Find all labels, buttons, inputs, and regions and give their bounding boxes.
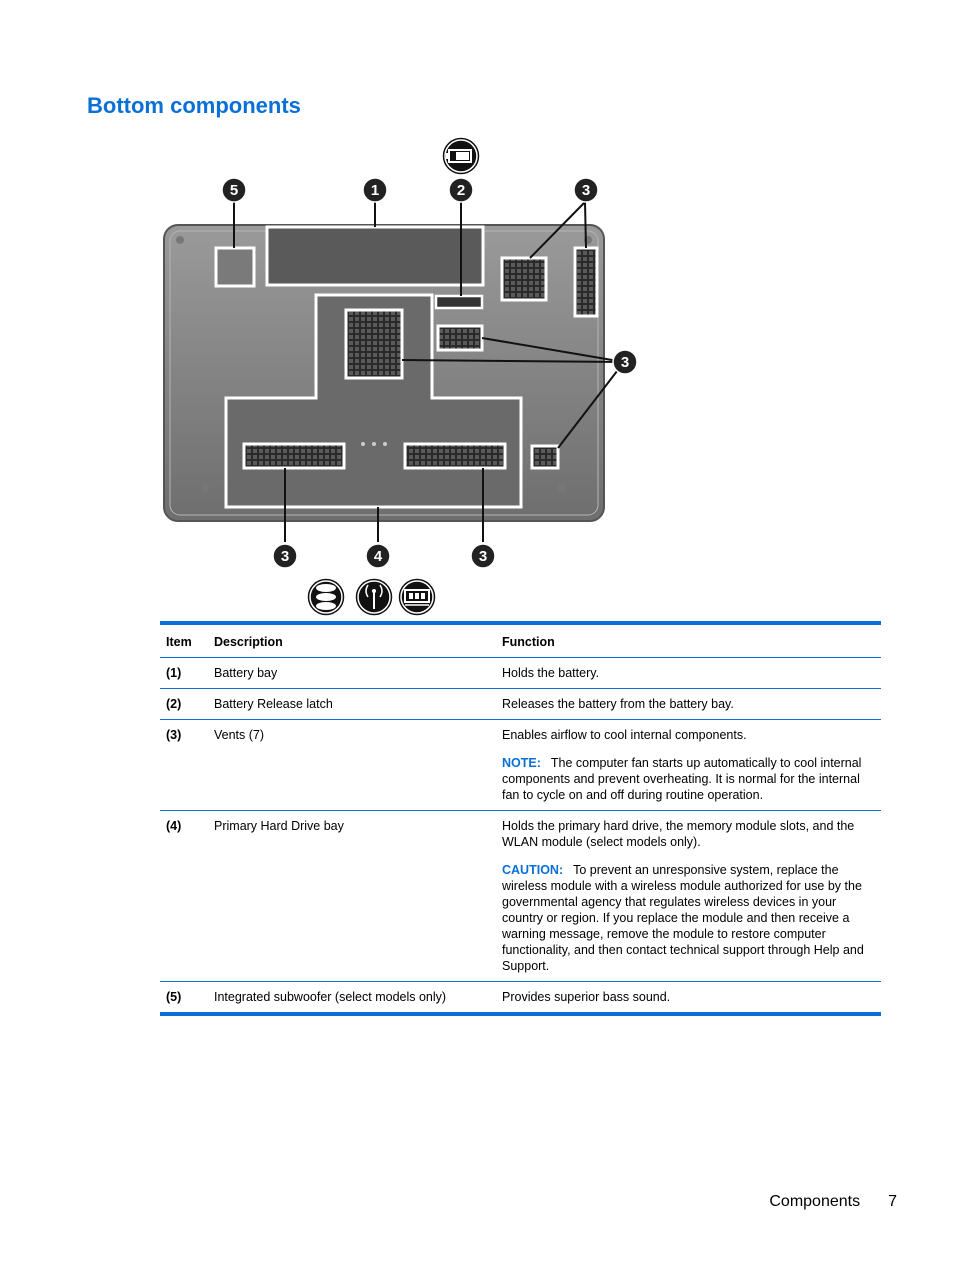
function-text: Enables airflow to cool internal components. [502, 728, 747, 742]
table-row [160, 720, 881, 811]
row-description: Battery Release latch [214, 697, 333, 711]
row-function: Provides superior bass sound. [502, 990, 671, 1004]
row-item: (3) [166, 728, 182, 742]
note [502, 755, 875, 803]
svg-text:5: 5 [229, 182, 239, 199]
row-function: Releases the battery from the battery bay. [502, 697, 734, 711]
row-item: (4) [166, 819, 182, 833]
caution [502, 862, 875, 974]
row-function [496, 720, 881, 811]
row-description: Primary Hard Drive bay [214, 819, 344, 833]
row-description: Vents (7) [214, 728, 265, 742]
page-footer [769, 1193, 897, 1211]
callout-4 [366, 544, 390, 568]
table-row [160, 982, 881, 1015]
header-item: Item [166, 635, 192, 649]
laptop-bottom-illustration [150, 130, 650, 620]
callout-3-bottom-right [471, 544, 495, 568]
memory-module-icon [398, 578, 436, 616]
battery-bay-outline [267, 227, 483, 285]
table-row [160, 811, 881, 982]
wireless-icon [355, 578, 393, 616]
callout-1 [363, 178, 387, 202]
row-function: Holds the battery. [502, 666, 600, 680]
subwoofer-outline [216, 248, 254, 286]
svg-text:1: 1 [370, 182, 380, 199]
laptop-bottom-figure [150, 130, 650, 620]
row-description: Integrated subwoofer (select models only) [214, 990, 447, 1004]
hard-drive-icon [307, 578, 345, 616]
row-item: (1) [166, 666, 182, 680]
callout-5 [222, 178, 246, 202]
caution-label: CAUTION: [502, 863, 564, 877]
caution-text: To prevent an unresponsive system, replace the wireless module with a wireless module authorized for use by the governmental agency that regulates wireless devices in your country or region. If you replace the module and then receive a warning message, remove the module to restore computer functionality, and then contact technical support through Help and Support. [502, 863, 864, 973]
components-table [160, 621, 881, 1016]
svg-text:3: 3 [478, 548, 488, 565]
row-description: Battery bay [214, 666, 278, 680]
table-row [160, 689, 881, 720]
page-title: Bottom components [87, 93, 301, 118]
row-item: (2) [166, 697, 182, 711]
note-text: The computer fan starts up automatically to cool internal components and prevent overheating. It is normal for the internal fan to cycle on and off during routine operation. [502, 756, 862, 802]
battery-latch-outline [436, 296, 482, 308]
svg-text:3: 3 [620, 354, 630, 371]
svg-text:3: 3 [581, 182, 591, 199]
table-header-row [160, 623, 881, 658]
callout-3-bottom-left [273, 544, 297, 568]
note-label: NOTE: [502, 756, 541, 770]
callout-2 [449, 178, 473, 202]
function-text: Holds the primary hard drive, the memory module slots, and the WLAN module (select models only). [502, 819, 855, 849]
header-function: Function [502, 635, 555, 649]
battery-icon [442, 137, 480, 175]
svg-text:4: 4 [373, 548, 383, 565]
callout-3-right [613, 350, 637, 374]
row-item: (5) [166, 990, 182, 1004]
footer-section: Components [769, 1193, 861, 1210]
callout-3-top [574, 178, 598, 202]
svg-text:3: 3 [280, 548, 290, 565]
svg-text:2: 2 [456, 182, 466, 199]
table-row [160, 658, 881, 689]
header-description: Description [214, 635, 283, 649]
page-number: 7 [888, 1193, 897, 1210]
row-function [496, 811, 881, 982]
